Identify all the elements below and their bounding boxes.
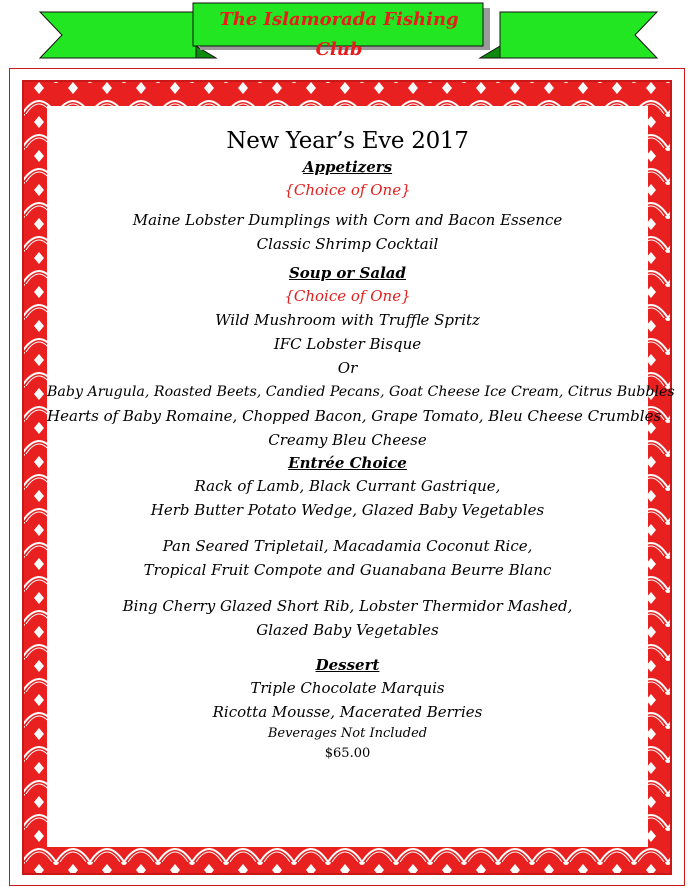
soup-salad-heading: Soup or Salad <box>288 264 407 282</box>
soup-salad-choice-note: {Choice of One} <box>284 287 411 305</box>
dessert-heading: Dessert <box>315 656 380 674</box>
appetizer-item: Maine Lobster Dumplings with Corn and Bacon Essence <box>132 211 563 229</box>
beverages-note: Beverages Not Included <box>267 726 428 741</box>
price: $65.00 <box>324 746 371 761</box>
entree-option-line: Herb Butter Potato Wedge, Glazed Baby Vegetables <box>150 501 545 519</box>
entree-option-line: Glazed Baby Vegetables <box>256 621 439 639</box>
soup-salad-item: Creamy Bleu Cheese <box>268 431 427 449</box>
menu-content <box>47 106 675 764</box>
appetizers-choice-note: {Choice of One} <box>284 181 411 199</box>
title-banner <box>0 0 697 66</box>
entree-option-line: Bing Cherry Glazed Short Rib, Lobster Thermidor Mashed, <box>122 597 573 615</box>
soup-salad-item: Hearts of Baby Romaine, Chopped Bacon, Grape Tomato, Bleu Cheese Crumbles <box>47 407 662 425</box>
entree-option-line: Pan Seared Tripletail, Macadamia Coconut Rice, <box>162 537 533 555</box>
entree-option-line: Tropical Fruit Compote and Guanabana Beurre Blanc <box>143 561 552 579</box>
menu-title: New Year’s Eve 2017 <box>226 128 469 154</box>
soup-salad-item: IFC Lobster Bisque <box>273 335 422 353</box>
entree-option-line: Rack of Lamb, Black Currant Gastrique, <box>194 477 501 495</box>
appetizers-heading: Appetizers <box>302 158 393 176</box>
club-name: The Islamorada Fishing Club <box>219 9 459 60</box>
dessert-item: Ricotta Mousse, Macerated Berries <box>212 703 483 721</box>
soup-salad-separator: Or <box>337 359 358 377</box>
appetizer-item: Classic Shrimp Cocktail <box>256 235 439 253</box>
dessert-item: Triple Chocolate Marquis <box>250 679 445 697</box>
soup-salad-item: Wild Mushroom with Truffle Spritz <box>215 311 480 329</box>
soup-salad-item: Baby Arugula, Roasted Beets, Candied Pecans, Goat Cheese Ice Cream, Citrus Bubbles <box>47 384 675 400</box>
entree-heading: Entrée Choice <box>288 454 407 472</box>
